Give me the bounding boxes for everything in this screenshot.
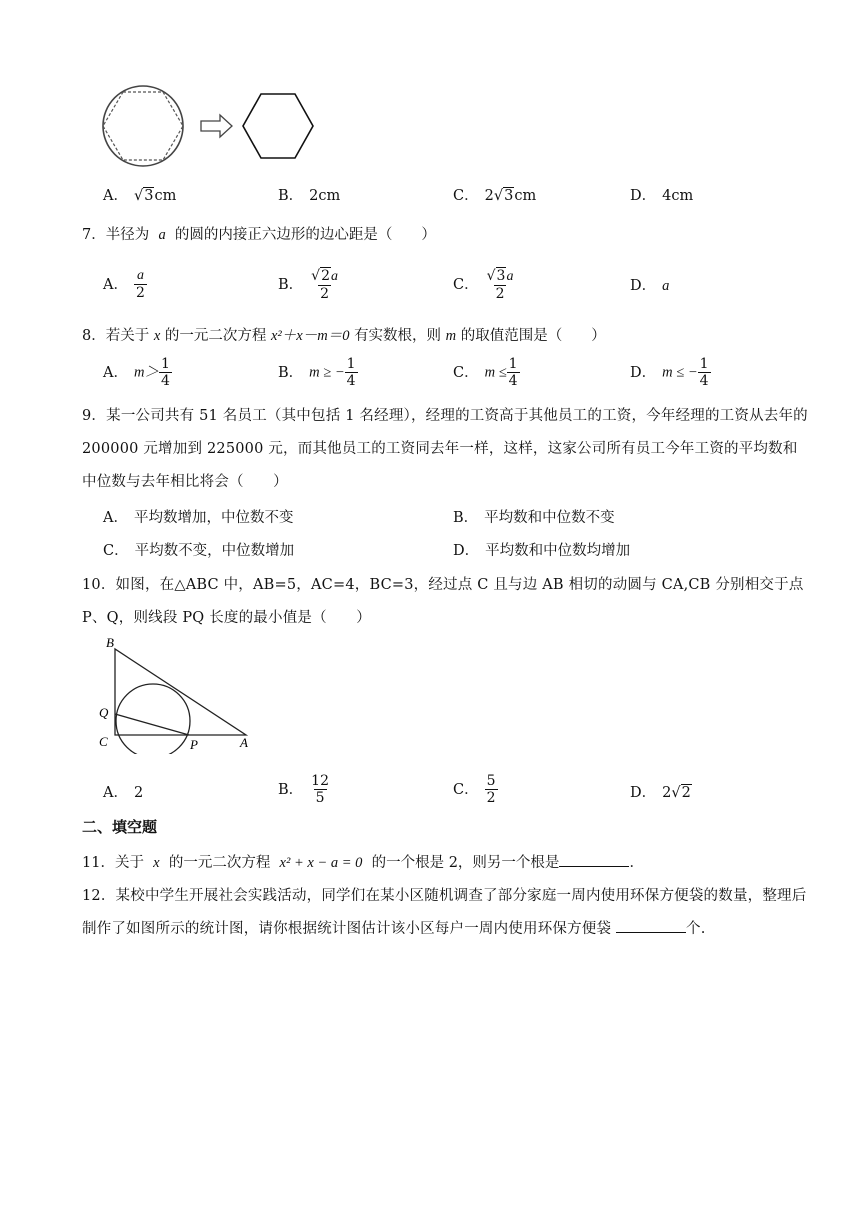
- q10-option-c[interactable]: C． $\frac{5}{2}$: [453, 773, 496, 806]
- q8-stem: 8．若关于 x 的一元二次方程 x²＋x－m＝0 有实数根，则 m 的取值范围是（ ）: [82, 328, 606, 344]
- q9-option-c[interactable]: C． 平均数不变，中位数增加: [103, 543, 295, 559]
- triangle-abc: [115, 649, 246, 735]
- circle-outline: [103, 86, 183, 166]
- q10-option-b[interactable]: B． $\frac{12}{5}$: [278, 773, 329, 806]
- q9-option-d[interactable]: D． 平均数和中位数均增加: [453, 543, 631, 559]
- triangle-circle-figure: [96, 634, 256, 754]
- q11-stem: 11．关于 x 的一元二次方程 x² + x − a = 0 的一个根是 2，则另一个根是 ．: [82, 850, 644, 873]
- q7-option-a[interactable]: A． $\frac{a}{2}$: [103, 268, 145, 301]
- q12-answer-blank[interactable]: [616, 916, 686, 933]
- q7-option-d[interactable]: D． a: [630, 278, 670, 294]
- section-title-fill-in: 二、填空题: [82, 818, 158, 836]
- q9-stem: 9．某一公司共有 51 名员工（其中包括 1 名经理），经理的工资高于其他员工的工资，今年经理的工资从去年的 200000 元增加到 225000 元，而其他员工的工资同去年一样，这样，这家公司所有员工今年工资的平均数和中位数与去年相比将会（ ）: [82, 408, 808, 490]
- q12-stem: 12．某校中学生开展社会实践活动，同学们在某小区随机调查了部分家庭一周内使用环保方便袋的数量，整理后制作了如图所示的统计图，请你根据统计图估计该小区每户一周内使用环保方便袋 个.: [82, 888, 807, 937]
- q10-option-d[interactable]: D． 2√2: [630, 785, 691, 801]
- hexagon-shape: [243, 94, 313, 158]
- q6-option-c[interactable]: C． 2√3cm: [453, 188, 537, 204]
- q10-stem: 10．如图，在△ABC 中，AB=5，AC=4，BC=3，经过点 C 且与边 AB 相切的动圆与 CA,CB 分别相交于点 P、Q，则线段 PQ 长度的最小值是（ ）: [82, 577, 804, 626]
- q11-answer-blank[interactable]: [559, 850, 629, 867]
- label-p: P: [190, 737, 198, 752]
- q7-stem: 7．半径为 a 的圆的内接正六边形的边心距是（ ）: [82, 227, 436, 243]
- hexagon-figure: [98, 84, 320, 168]
- q6-option-b[interactable]: B． 2cm: [278, 188, 341, 204]
- q6-option-d[interactable]: D． 4cm: [630, 188, 694, 204]
- q6-option-a[interactable]: A． √3cm: [103, 188, 177, 204]
- q8-option-d[interactable]: D． m ≤ − $\frac{1}{4}$: [630, 356, 709, 389]
- inscribed-hexagon-dashed: [103, 92, 183, 160]
- q9-option-b[interactable]: B． 平均数和中位数不变: [453, 510, 615, 526]
- q7-option-b[interactable]: B． $\frac{√2a}{2}$: [278, 268, 338, 302]
- q9-option-a[interactable]: A． 平均数增加，中位数不变: [103, 510, 294, 526]
- q8-option-c[interactable]: C． m ≤ $\frac{1}{4}$: [453, 356, 518, 389]
- label-c: C: [99, 734, 108, 749]
- arrow-icon: [201, 115, 232, 137]
- q8-option-a[interactable]: A． m＞ $\frac{1}{4}$: [103, 356, 170, 389]
- segment-pq: [115, 714, 189, 735]
- moving-circle: [116, 684, 190, 754]
- label-a: A: [240, 735, 248, 750]
- label-b: B: [106, 635, 114, 650]
- q10-option-a[interactable]: A． 2: [103, 785, 144, 801]
- label-q: Q: [99, 705, 109, 720]
- q7-option-c[interactable]: C． $\frac{√3a}{2}$: [453, 268, 514, 302]
- q8-option-b[interactable]: B． m ≥ − $\frac{1}{4}$: [278, 356, 356, 389]
